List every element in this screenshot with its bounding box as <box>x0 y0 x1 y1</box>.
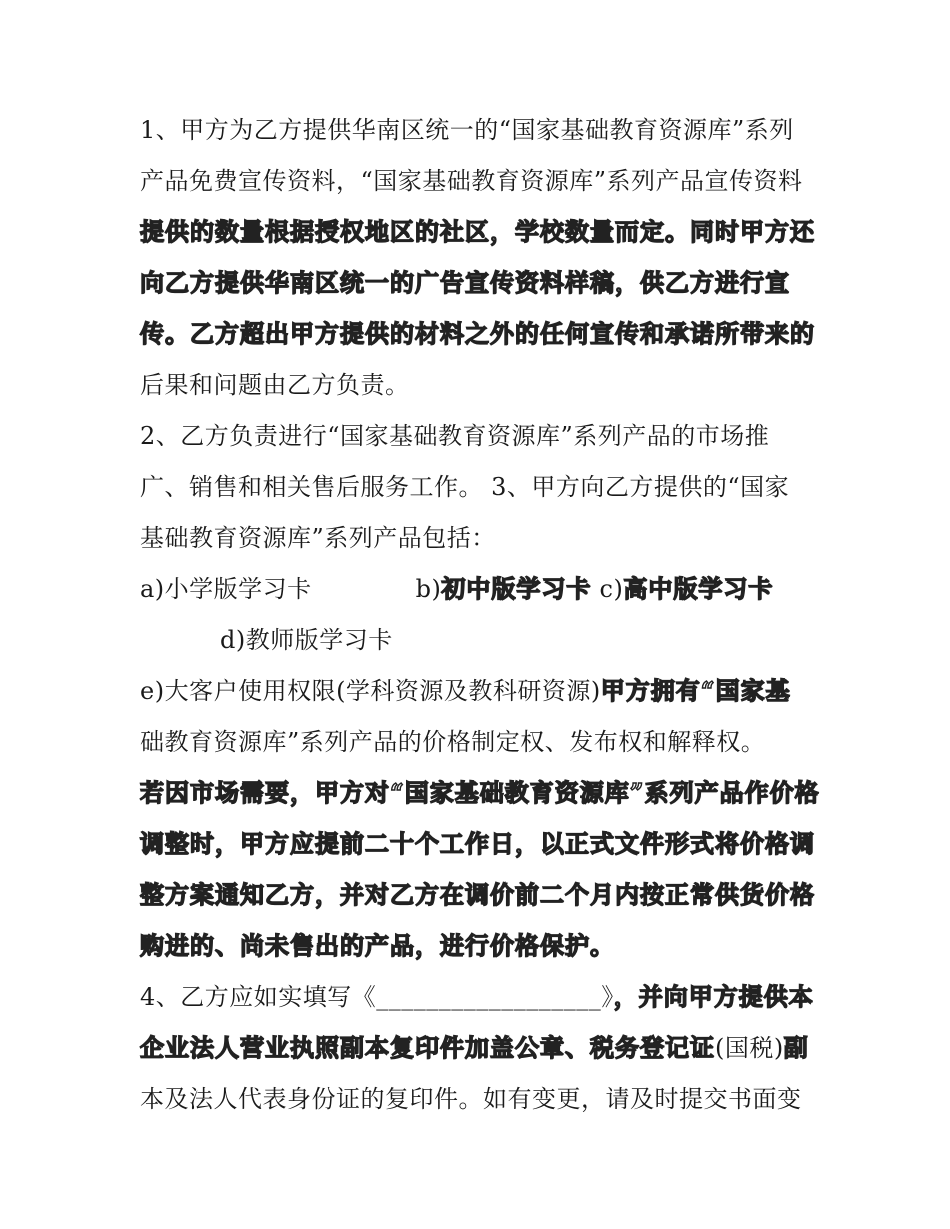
text-segment: 基础教育资源库”系列产品包括： <box>140 524 496 552</box>
paragraph-line <box>140 931 615 961</box>
paragraph-line <box>140 319 815 349</box>
list-items-line <box>220 625 393 655</box>
outlined-text-segment: 整方案通知乙方，并对乙方在调价前二个月内按正常供货价格 <box>140 880 815 909</box>
list-item-e: e)大客户使用权限(学科资源及教科研资源) <box>140 677 601 705</box>
paragraph-line <box>140 166 803 196</box>
text-segment: 1、甲方为乙方提供华南区统一的“国家基础教育资源库”系列 <box>140 116 794 144</box>
outlined-text-segment: 调整时，甲方应提前二十个工作日，以正式文件形式将价格调 <box>140 829 815 858</box>
list-item-c-label: 高中版学习卡 <box>623 574 774 603</box>
list-items-line <box>140 574 773 604</box>
paragraph-line <box>140 778 820 808</box>
paragraph-line <box>140 421 769 451</box>
paragraph-line <box>140 523 496 553</box>
paragraph-line <box>140 1084 802 1114</box>
outlined-text-segment: 甲方拥有“国家基 <box>600 676 791 705</box>
paragraph-line <box>140 1033 809 1063</box>
paragraph-line <box>140 676 791 706</box>
outlined-text-segment: ，并向甲方提供本 <box>613 982 814 1011</box>
list-item-b-label: 初中版学习卡 <box>441 574 592 603</box>
paragraph-line <box>140 472 789 502</box>
list-item-d: d)教师版学习卡 <box>220 626 393 654</box>
outlined-text-segment: 企业法人营业执照副本复印件加盖公章、税务登记证 <box>140 1033 715 1062</box>
outlined-text-segment: 提供的数量根据授权地区的社区，学校数量而定。同时甲方还 <box>140 217 815 246</box>
text-segment: 产品免费宣传资料，“国家基础教育资源库”系列产品宣传资料 <box>140 167 803 195</box>
outlined-text-segment: 购进的、尚未售出的产品，进行价格保护。 <box>140 931 615 960</box>
outlined-text-segment: 向乙方提供华南区统一的广告宣传资料样稿，供乙方进行宣 <box>140 268 790 297</box>
list-item-b-marker: b) <box>415 575 442 603</box>
paragraph-line <box>140 829 815 859</box>
paragraph-line <box>140 115 794 145</box>
text-segment: 4、乙方应如实填写《__________________》 <box>140 983 614 1011</box>
list-item-c-marker: c) <box>591 575 624 603</box>
paragraph-line <box>140 370 410 400</box>
outlined-text-segment: 传。乙方超出甲方提供的材料之外的任何宣传和承诺所带来的 <box>140 319 815 348</box>
list-item-a: a)小学版学习卡 <box>140 575 312 603</box>
text-segment: 本及法人代表身份证的复印件。如有变更，请及时提交书面变 <box>140 1085 802 1113</box>
outlined-text-segment: 副 <box>783 1033 809 1062</box>
paragraph-line <box>140 268 790 298</box>
paragraph-line <box>140 217 815 247</box>
paragraph-line <box>140 982 814 1012</box>
paragraph-line <box>140 880 815 910</box>
text-segment: 广、销售和相关售后服务工作。 3、甲方向乙方提供的“国家 <box>140 473 790 501</box>
text-segment: 后果和问题由乙方负责。 <box>140 371 410 399</box>
paragraph-line <box>140 727 765 757</box>
text-segment: 2、乙方负责进行“国家基础教育资源库”系列产品的市场推 <box>140 422 770 450</box>
text-segment: (国税) <box>715 1034 784 1062</box>
outlined-text-segment: 若因市场需要，甲方对“国家基础教育资源库”系列产品作价格 <box>140 778 820 807</box>
text-segment: 础教育资源库”系列产品的价格制定权、发布权和解释权。 <box>140 728 766 756</box>
